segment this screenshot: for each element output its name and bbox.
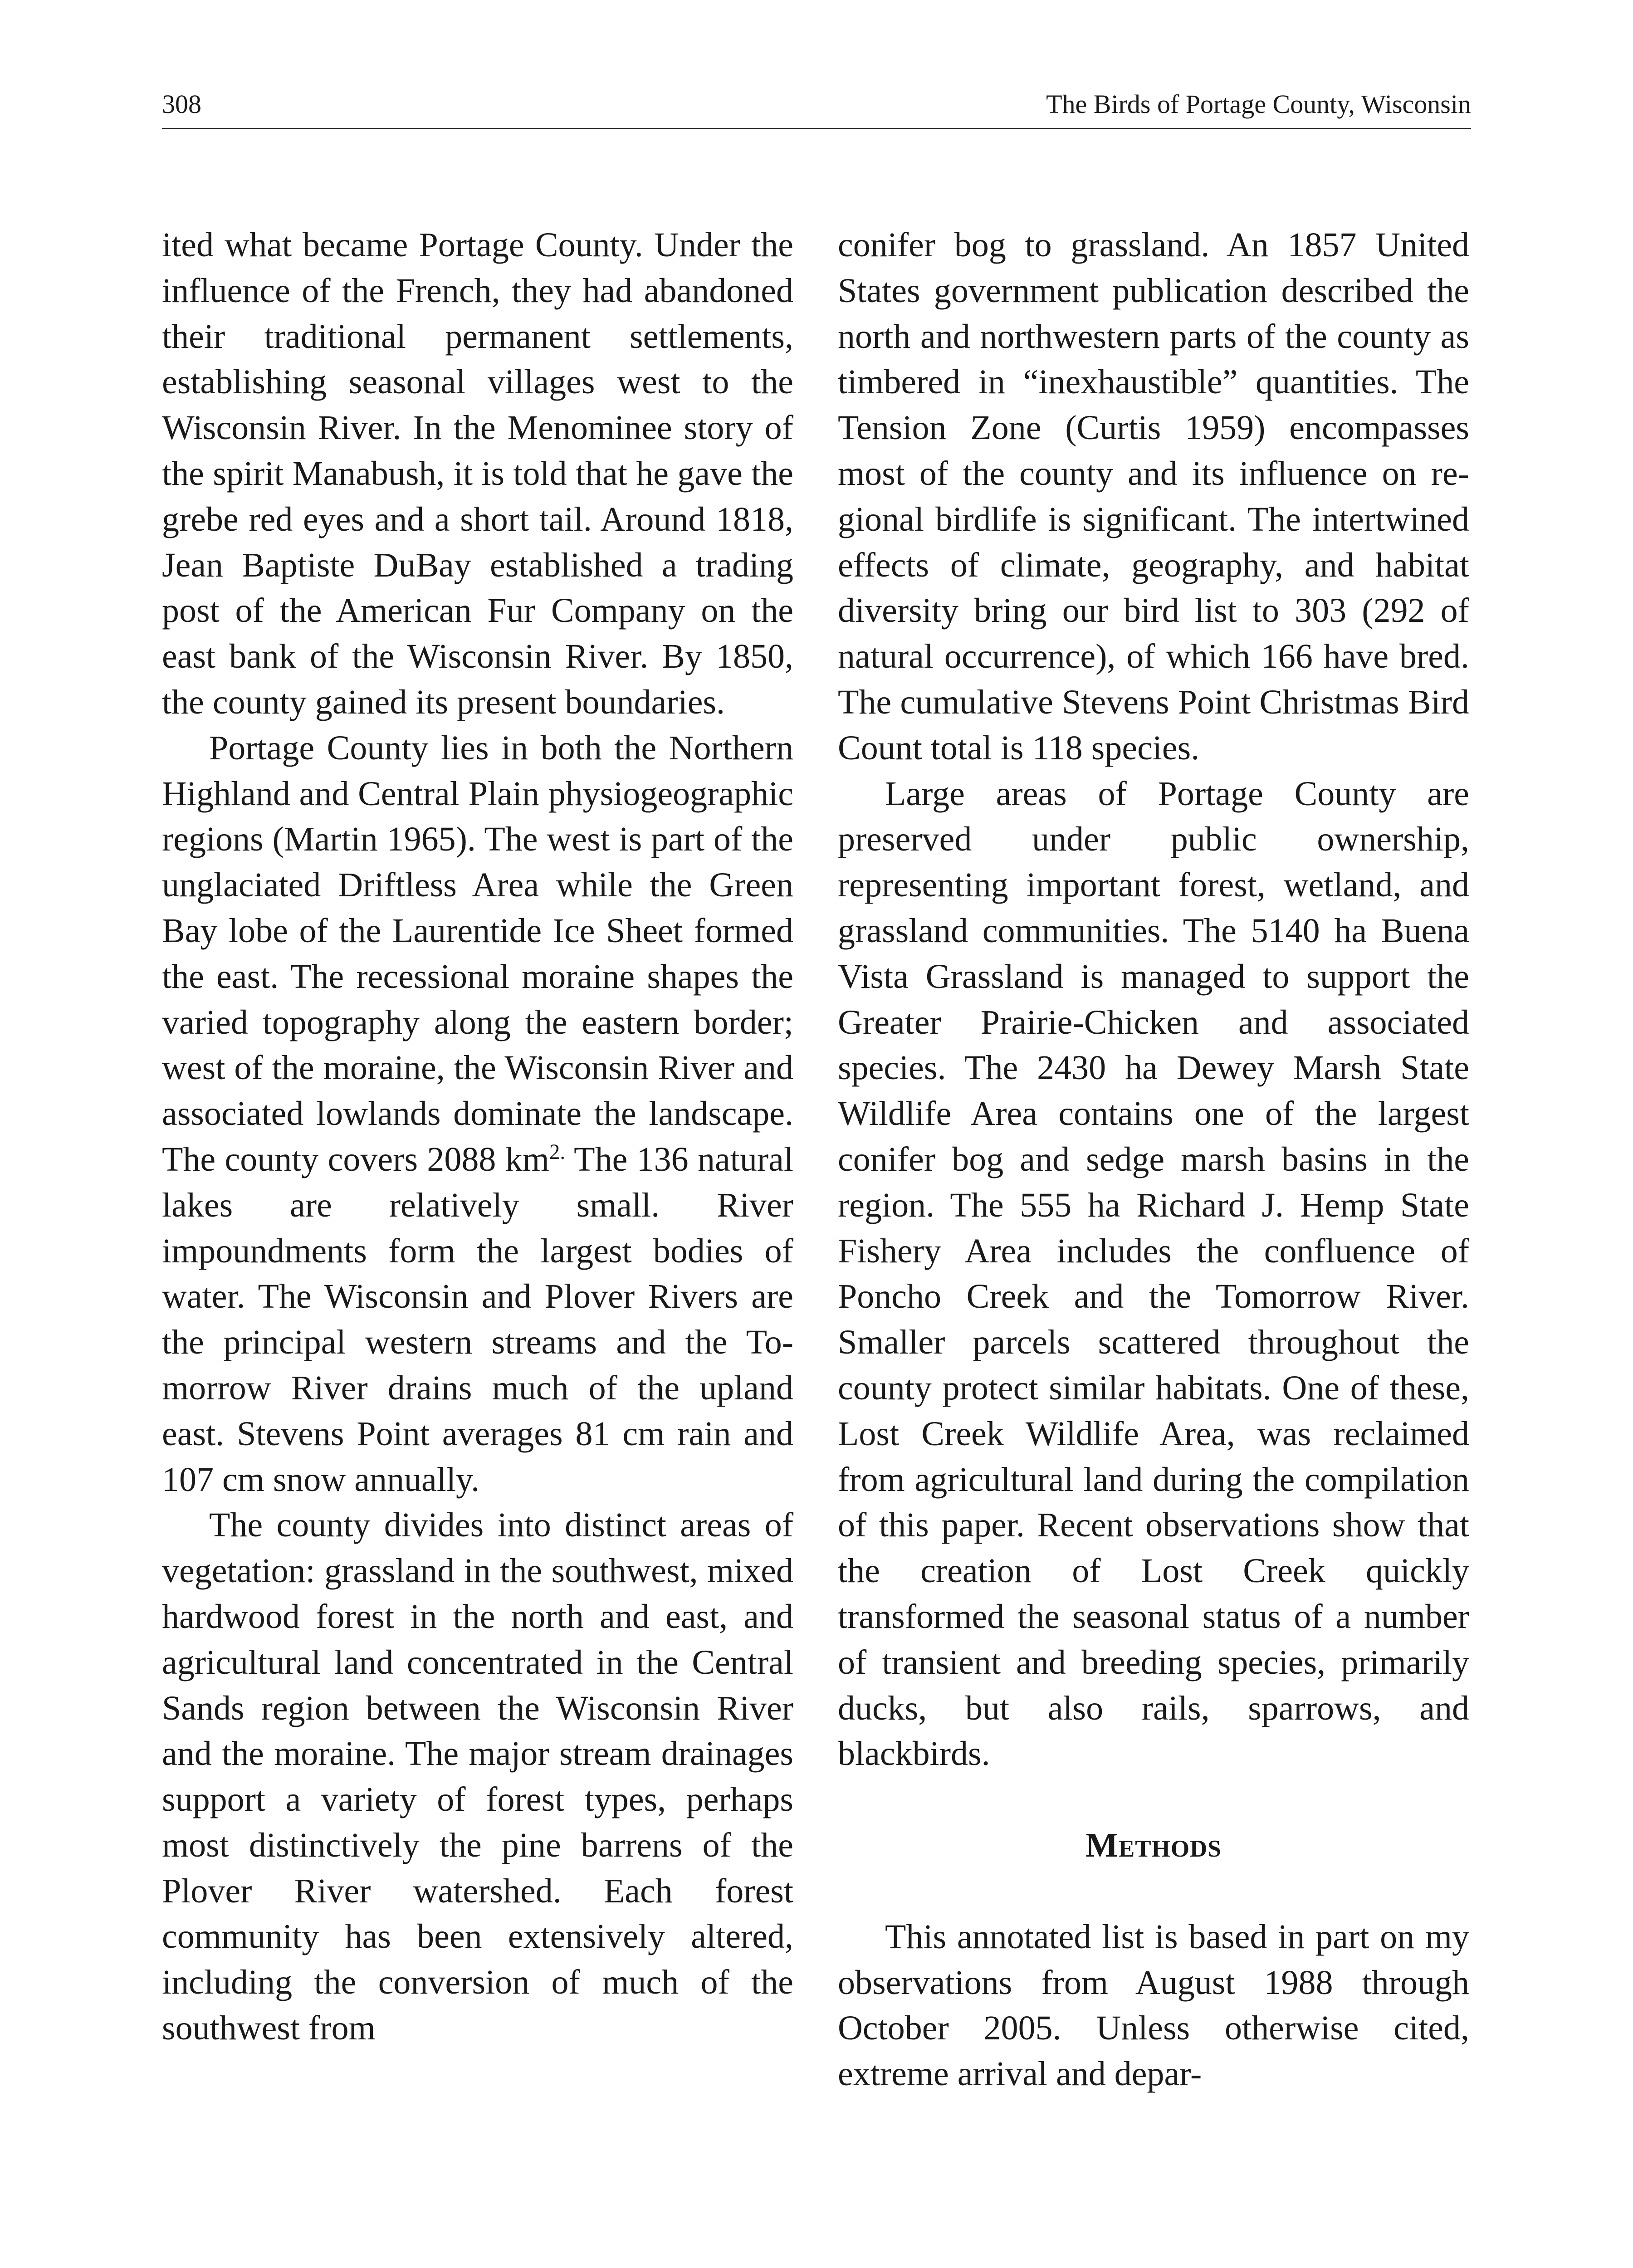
paragraph-geography	[162, 725, 793, 1503]
header-rule	[162, 128, 1471, 129]
page-number: 308	[162, 89, 201, 119]
paragraph-methods: This annotated list is based in part on my observations from August 1988 through October 2005. Unless otherwise cited, extreme arrival and depar-	[838, 1917, 1469, 2093]
left-column	[162, 222, 793, 2051]
paragraph-climate: conifer bog to grassland. An 1857 United States government publication described the north and northwestern parts of the county as timbered in “inexhaustible” quantities. The Tension Zone (Curtis 1959) encompasses most of the county and its influence on regional birdlife is significant. The intertwined effects of climate, geography, and habitat diversity bring our bird list to 303 (292 of natural occurrence), of which 166 have bred. The cumulative Stevens Point Christmas Bird Count total is 118 species.	[838, 226, 1469, 767]
geography-text-a: Portage County lies in both the Northern Highland and Central Plain physiogeographic regions (Martin 1965). The west is part of the unglaciated Driftless Area while the Green Bay lobe of the Laurentide Ice Sheet formed the east. The recessional moraine shapes the varied topography along the eastern border; west of the moraine, the Wisconsin River and associated lowlands dominate the landscape. The county covers 2088 km	[162, 728, 793, 1178]
paragraph-history: ited what became Portage County. Under the influence of the French, they had abandoned their traditional permanent settlements, establishing seasonal villages west to the Wisconsin River. In the Menominee story of the spirit Manabush, it is told that he gave the grebe red eyes and a short tail. Around 1818, Jean Baptiste DuBay established a trading post of the American Fur Company on the east bank of the Wisconsin River. By 1850, the county gained its present boundaries.	[162, 226, 793, 721]
geography-text-b: The 136 natural lakes are relatively small. River impoundments form the largest bodies of water. The Wisconsin and Plover Rivers are the principal western streams and the Tomorrow River drains much of the upland east. Stevens Point averages 81 cm rain and 107 cm snow annually.	[162, 1140, 793, 1499]
running-title: The Birds of Portage County, Wisconsin	[1046, 89, 1471, 119]
paragraph-vegetation: The county divides into distinct areas of vegetation: grassland in the southwest, mixed hardwood forest in the north and east, and agricultural land concentrated in the Central Sands region between the Wisconsin River and the moraine. The major stream drainages support a variety of forest types, perhaps most distinctively the pine barrens of the Plover River watershed. Each forest community has been extensively altered, including the conversion of much of the southwest from	[162, 1506, 793, 2048]
section-heading-methods: Methods	[1085, 1826, 1222, 1865]
right-column	[838, 222, 1469, 2097]
paragraph-public-land: Large areas of Portage County are preserved under public ownership, representing important forest, wetland, and grassland communities. The 5140 ha Buena Vista Grassland is managed to support the Greater Prairie-Chicken and associated species. The 2430 ha Dewey Marsh State Wildlife Area contains one of the largest conifer bog and sedge marsh basins in the region. The 555 ha Richard J. Hemp State Fishery Area includes the confluence of Poncho Creek and the Tomorrow River. Smaller parcels scattered throughout the county protect similar habitats. One of these, Lost Creek Wildlife Area, was reclaimed from agricultural land during the compilation of this paper. Recent observations show that the creation of Lost Creek quickly transformed the seasonal status of a number of transient and breeding species, primarily ducks, but also rails, sparrows, and blackbirds.	[838, 774, 1469, 1773]
area-superscript: 2.	[549, 1140, 566, 1164]
running-head	[162, 88, 1471, 120]
